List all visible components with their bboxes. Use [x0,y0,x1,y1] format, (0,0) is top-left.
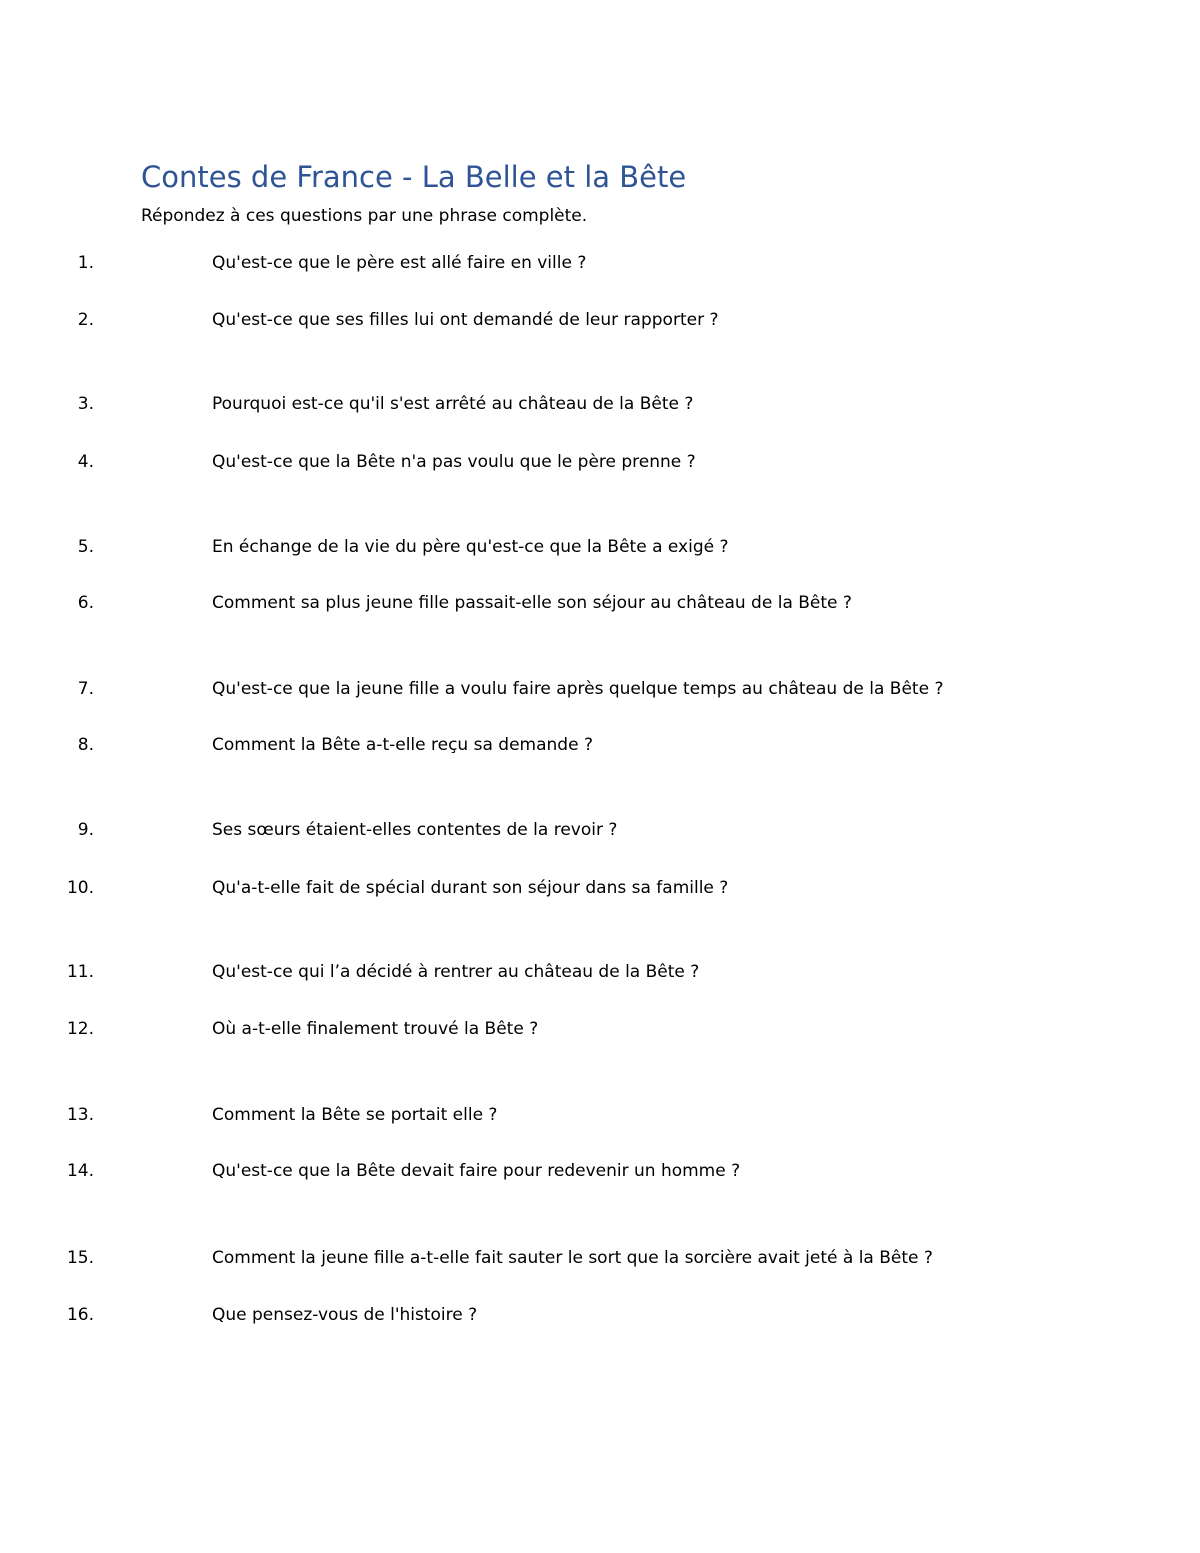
question-text: Qu'est-ce que la Bête devait faire pour redevenir un homme ? [212,1161,741,1181]
question-text: Comment sa plus jeune fille passait-elle son séjour au château de la Bête ? [212,593,852,613]
question-number: 4. [77,452,94,472]
question-number: 8. [77,735,94,755]
question-text: Qu'est-ce que ses filles lui ont demandé de leur rapporter ? [212,310,719,330]
question-item [0,679,1100,705]
question-item [0,1248,1100,1274]
question-number: 15. [66,1248,94,1268]
question-text: Ses sœurs étaient-elles contentes de la revoir ? [212,820,618,840]
document-title: Contes de France - La Belle et la Bête [141,160,687,194]
question-text: Comment la Bête se portait elle ? [212,1105,498,1125]
question-item [0,735,1100,761]
question-text: Où a-t-elle finalement trouvé la Bête ? [212,1019,539,1039]
question-text: Comment la jeune fille a-t-elle fait sauter le sort que la sorcière avait jeté à la Bête ? [212,1248,933,1268]
question-item [0,394,1100,420]
question-number: 3. [77,394,94,414]
question-number: 11. [66,962,94,982]
question-item [0,253,1100,279]
question-number: 13. [66,1105,94,1125]
question-item [0,962,1100,988]
question-text: Qu'est-ce que le père est allé faire en ville ? [212,253,587,273]
question-number: 9. [77,820,94,840]
question-text: Qu'a-t-elle fait de spécial durant son séjour dans sa famille ? [212,878,729,898]
question-text: Qu'est-ce qui l’a décidé à rentrer au château de la Bête ? [212,962,700,982]
question-item [0,1019,1100,1045]
question-text: Qu'est-ce que la Bête n'a pas voulu que le père prenne ? [212,452,696,472]
question-item [0,537,1100,563]
question-item [0,1105,1100,1131]
document-instructions: Répondez à ces questions par une phrase complète. [141,206,588,226]
question-number: 6. [77,593,94,613]
question-item [0,310,1100,336]
question-number: 2. [77,310,94,330]
question-number: 12. [66,1019,94,1039]
question-number: 14. [66,1161,94,1181]
question-number: 16. [66,1305,94,1325]
question-text: Comment la Bête a-t-elle reçu sa demande ? [212,735,593,755]
question-text: Que pensez-vous de l'histoire ? [212,1305,478,1325]
question-item [0,878,1100,904]
question-text: Qu'est-ce que la jeune fille a voulu faire après quelque temps au château de la Bête ? [212,679,944,699]
question-item [0,593,1100,619]
question-number: 5. [77,537,94,557]
question-number: 7. [77,679,94,699]
question-item [0,820,1100,846]
question-number: 10. [66,878,94,898]
question-item [0,1161,1100,1187]
question-text: En échange de la vie du père qu'est-ce que la Bête a exigé ? [212,537,729,557]
question-number: 1. [77,253,94,273]
question-text: Pourquoi est-ce qu'il s'est arrêté au château de la Bête ? [212,394,694,414]
question-item [0,452,1100,478]
question-item [0,1305,1100,1331]
